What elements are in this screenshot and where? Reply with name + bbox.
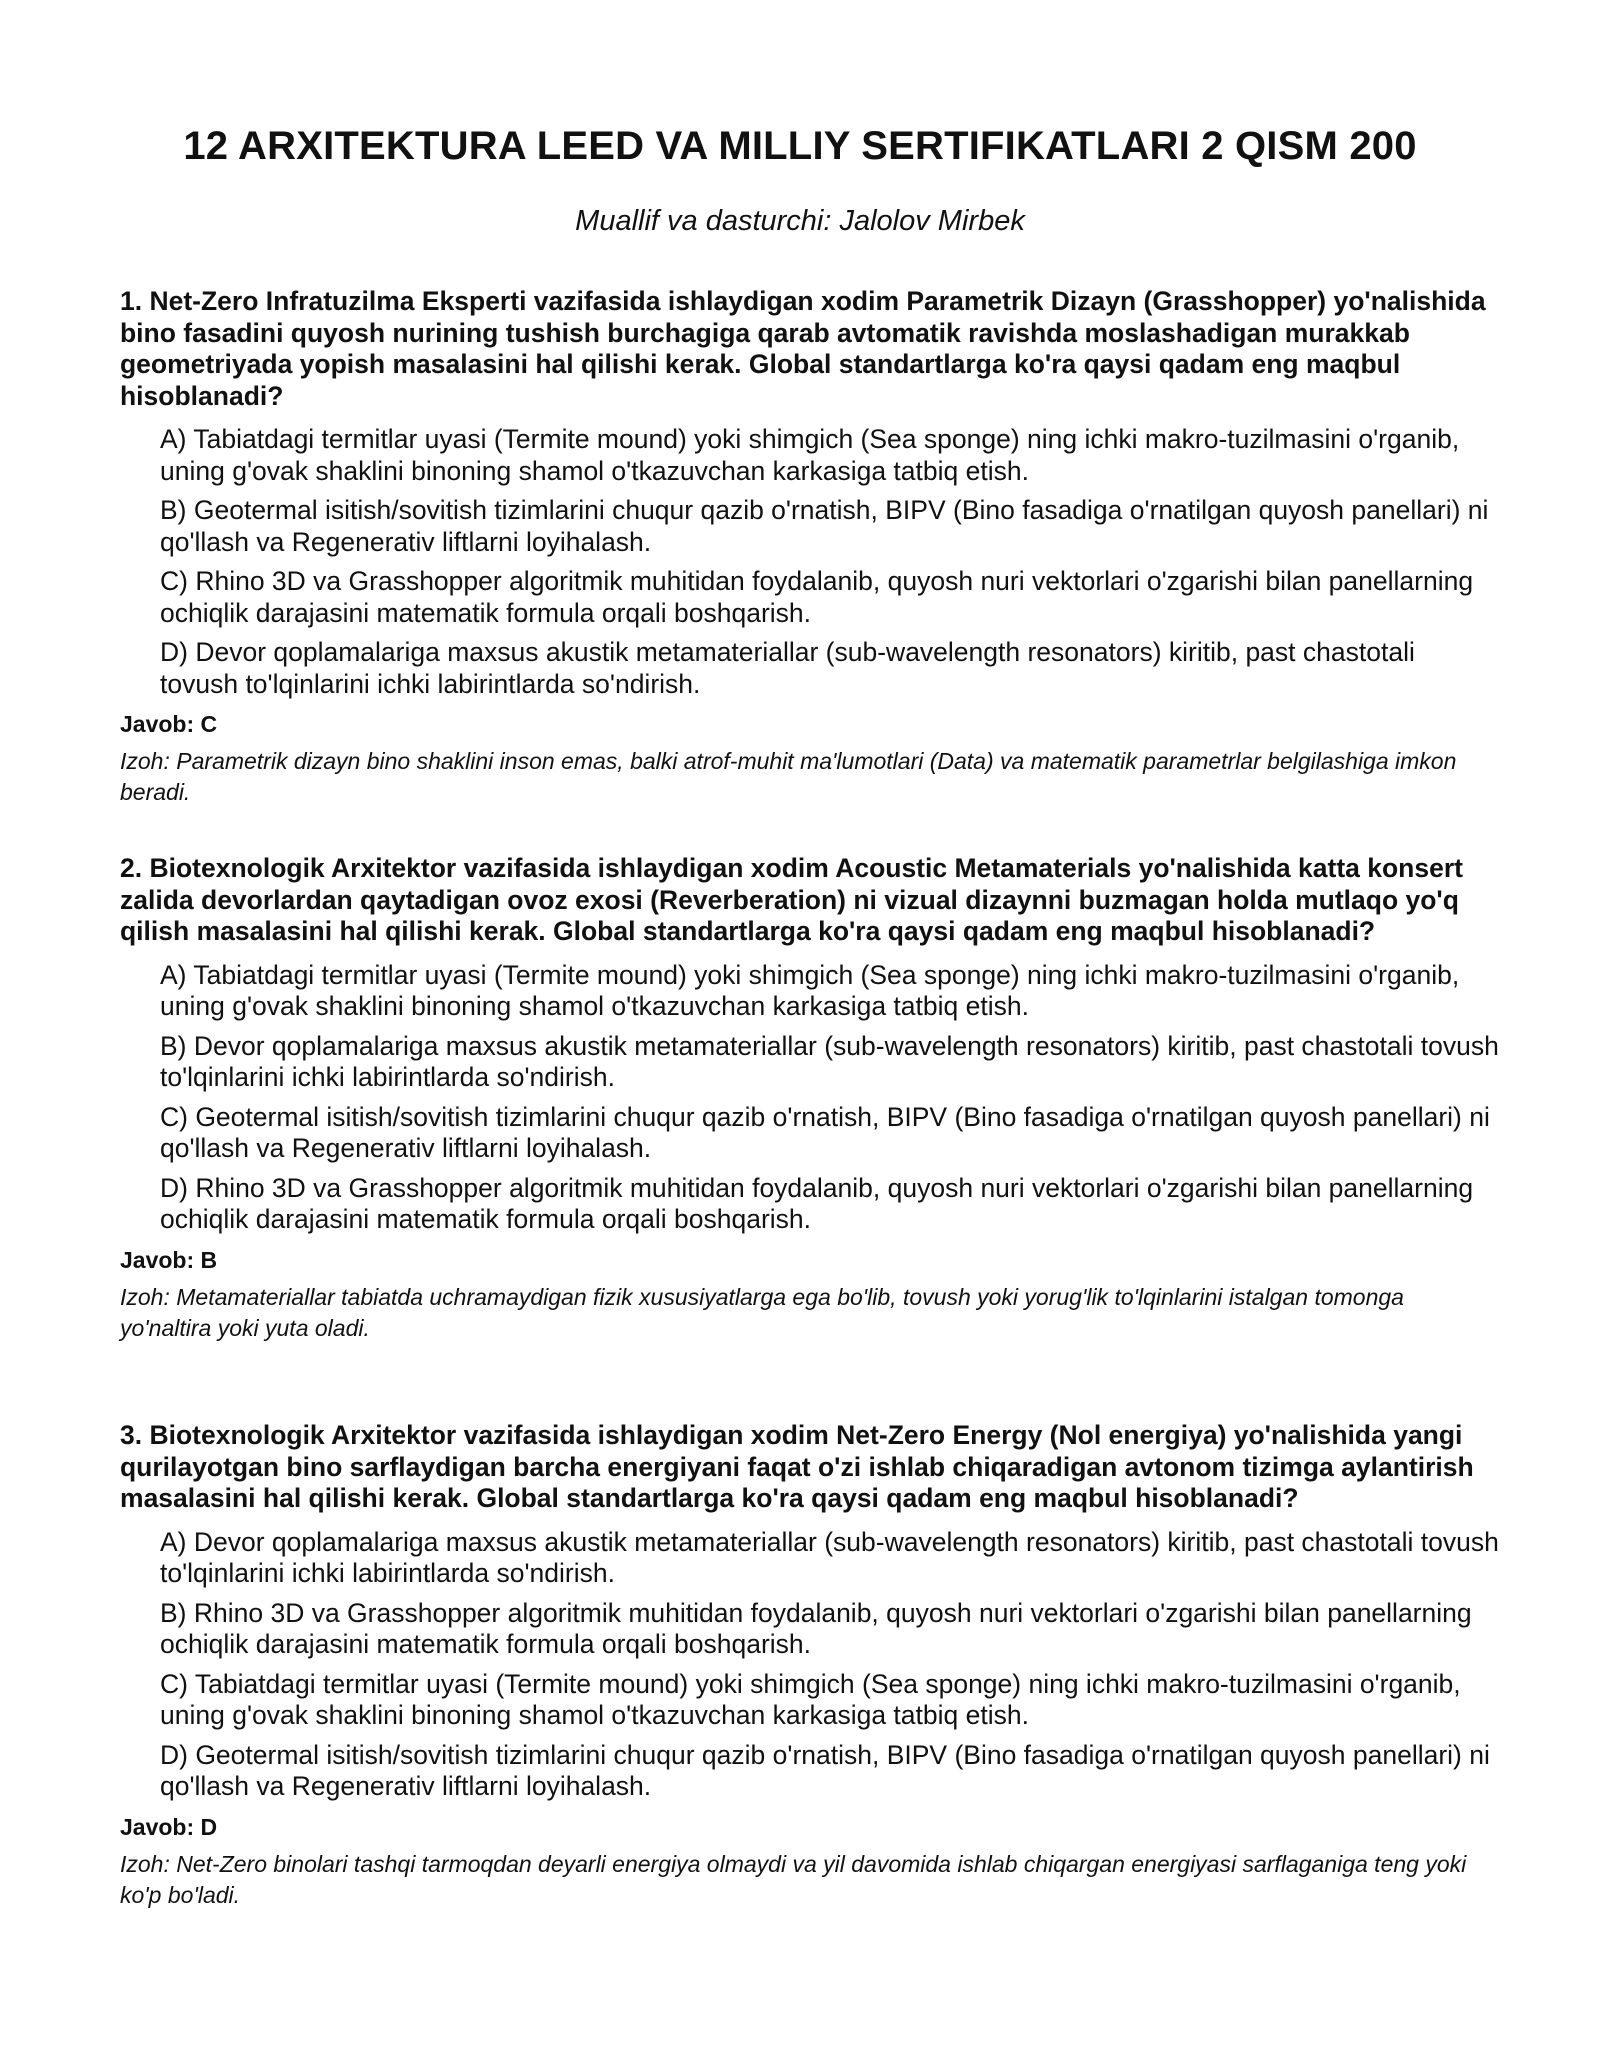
- option-c: C) Geotermal isitish/sovitish tizimlarini chuqur qazib o'rnatish, BIPV (Bino fasadiga o'rnatilgan quyosh panellari) ni qo'llash va Regenerativ liftlarni loyihalash.: [160, 1101, 1490, 1163]
- option-list: [120, 1527, 1500, 1803]
- option-a: A) Tabiatdagi termitlar uyasi (Termite mound) yoki shimgich (Sea sponge) ning ichki makro-tuzilmasini o'rganib, uning g'ovak shaklini binoning shamol o'tkazuvchan karkasiga tatbiq etish.: [160, 424, 1460, 486]
- document-title: 12 ARXITEKTURA LEED VA MILLIY SERTIFIKATLARI 2 QISM 200: [183, 124, 1417, 168]
- explanation-note: Izoh: Metamateriallar tabiatda uchramaydigan fizik xususiyatlarga ega bo'lib, tovush yoki yorug'lik to'lqinlarini istalgan tomonga yo'naltira yoki yuta oladi.: [120, 1283, 1404, 1341]
- option-list: [120, 960, 1500, 1236]
- question-3: [120, 1420, 1500, 1911]
- answer-label: Javob: D: [120, 1813, 218, 1840]
- explanation-note: Izoh: Parametrik dizayn bino shaklini inson emas, balki atrof-muhit ma'lumotlari (Data) va matematik parametrlar belgilashiga imkon beradi.: [120, 748, 1457, 805]
- option-list: [120, 424, 1500, 700]
- question-1: [120, 286, 1500, 808]
- question-2: [120, 853, 1500, 1344]
- document-author: Muallif va dasturchi: Jalolov Mirbek: [575, 205, 1025, 237]
- explanation-note: Izoh: Net-Zero binolari tashqi tarmoqdan deyarli energiya olmaydi va yil davomida ishlab chiqargan energiyasi sarflaganiga teng yoki ko'p bo'ladi.: [120, 1850, 1467, 1908]
- option-b: B) Geotermal isitish/sovitish tizimlarini chuqur qazib o'rnatish, BIPV (Bino fasadiga o'rnatilgan quyosh panellari) ni qo'llash va Regenerativ liftlarni loyihalash.: [160, 495, 1489, 557]
- question-text: 1. Net-Zero Infratuzilma Eksperti vazifasida ishlaydigan xodim Parametrik Dizayn (Grasshopper) yo'nalishida bino fasadini quyosh nurining tushish burchagiga qarab avtomatik ravishda moslashadigan murakkab geometriyada yopish masalasini hal qilishi kerak. Global standartlarga ko'ra qaysi qadam eng maqbul hisoblanadi?: [120, 286, 1486, 411]
- question-text: 3. Biotexnologik Arxitektor vazifasida ishlaydigan xodim Net-Zero Energy (Nol energiya) yo'nalishida yangi qurilayotgan bino sarflaydigan barcha energiyani faqat o'zi ishlab chiqaradigan avtonom tizimga aylantirish masalasini hal qilishi kerak. Global standartlarga ko'ra qaysi qadam eng maqbul hisoblanadi?: [120, 1420, 1474, 1513]
- option-d: D) Geotermal isitish/sovitish tizimlarini chuqur qazib o'rnatish, BIPV (Bino fasadiga o'rnatilgan quyosh panellari) ni qo'llash va Regenerativ liftlarni loyihalash.: [160, 1739, 1490, 1801]
- option-b: B) Rhino 3D va Grasshopper algoritmik muhitidan foydalanib, quyosh nuri vektorlari o'zgarishi bilan panellarning ochiqlik darajasini matematik formula orqali boshqarish.: [160, 1597, 1472, 1659]
- answer-label: Javob: B: [120, 1246, 218, 1273]
- option-d: D) Rhino 3D va Grasshopper algoritmik muhitidan foydalanib, quyosh nuri vektorlari o'zgarishi bilan panellarning ochiqlik darajasini matematik formula orqali boshqarish.: [160, 1172, 1474, 1234]
- question-text: 2. Biotexnologik Arxitektor vazifasida ishlaydigan xodim Acoustic Metamaterials yo'nalishida katta konsert zalida devorlardan qaytadigan ovoz exosi (Reverberation) ni vizual dizaynni buzmagan holda mutlaqo yo'q qilish masalasini hal qilishi kerak. Global standartlarga ko'ra qaysi qadam eng maqbul hisoblanadi?: [120, 853, 1463, 946]
- option-d: D) Devor qoplamalariga maxsus akustik metamateriallar (sub-wavelength resonators) kiritib, past chastotali tovush to'lqinlarini ichki labirintlarda so'ndirish.: [160, 637, 1415, 699]
- option-c: C) Rhino 3D va Grasshopper algoritmik muhitidan foydalanib, quyosh nuri vektorlari o'zgarishi bilan panellarning ochiqlik darajasini matematik formula orqali boshqarish.: [160, 566, 1474, 628]
- option-a: A) Devor qoplamalariga maxsus akustik metamateriallar (sub-wavelength resonators) kiritib, past chastotali tovush to'lqinlarini ichki labirintlarda so'ndirish.: [160, 1526, 1499, 1588]
- answer-label: Javob: C: [120, 711, 218, 737]
- option-a: A) Tabiatdagi termitlar uyasi (Termite mound) yoki shimgich (Sea sponge) ning ichki makro-tuzilmasini o'rganib, uning g'ovak shaklini binoning shamol o'tkazuvchan karkasiga tatbiq etish.: [160, 959, 1460, 1021]
- option-b: B) Devor qoplamalariga maxsus akustik metamateriallar (sub-wavelength resonators) kiritib, past chastotali tovush to'lqinlarini ichki labirintlarda so'ndirish.: [160, 1030, 1499, 1092]
- option-c: C) Tabiatdagi termitlar uyasi (Termite mound) yoki shimgich (Sea sponge) ning ichki makro-tuzilmasini o'rganib, uning g'ovak shaklini binoning shamol o'tkazuvchan karkasiga tatbiq etish.: [160, 1668, 1461, 1730]
